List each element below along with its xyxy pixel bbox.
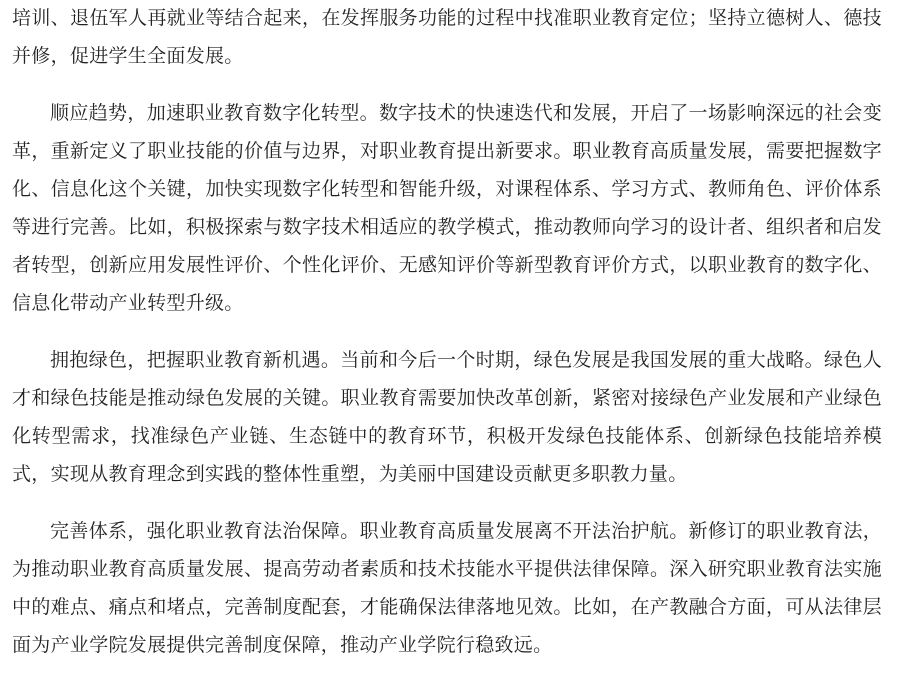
- paragraph-green-development: 拥抱绿色，把握职业教育新机遇。当前和今后一个时期，绿色发展是我国发展的重大战略。绿色人才和绿色技能是推动绿色发展的关键。职业教育需要加快改革创新，紧密对接绿色产业发展和产业绿色化转型需求，找准绿色产业链、生态链中的教育环节，积极开发绿色技能体系、创新绿色技能培养模式，实现从教育理念到实践的整体性重塑，为美丽中国建设贡献更多职教力量。: [12, 349, 882, 485]
- article-body: [12, 0, 882, 664]
- paragraph-continued: 培训、退伍军人再就业等结合起来，在发挥服务功能的过程中找准职业教育定位；坚持立德树人、德技并修，促进学生全面发展。: [12, 7, 882, 67]
- paragraph-digital-transformation: 顺应趋势，加速职业教育数字化转型。数字技术的快速迭代和发展，开启了一场影响深远的社会变革，重新定义了职业技能的价值与边界，对职业教育提出新要求。职业教育高质量发展，需要把握数字化、信息化这个关键，加快实现数字化转型和智能升级，对课程体系、学习方式、教师角色、评价体系等进行完善。比如，积极探索与数字技术相适应的教学模式，推动教师向学习的设计者、组织者和启发者转型，创新应用发展性评价、个性化评价、无感知评价等新型教育评价方式，以职业教育的数字化、信息化带动产业转型升级。: [12, 102, 882, 314]
- paragraph-legal-guarantee: 完善体系，强化职业教育法治保障。职业教育高质量发展离不开法治护航。新修订的职业教育法，为推动职业教育高质量发展、提高劳动者素质和技术技能水平提供法律保障。深入研究职业教育法实施中的难点、痛点和堵点，完善制度配套，才能确保法律落地见效。比如，在产教融合方面，可从法律层面为产业学院发展提供完善制度保障，推动产业学院行稳致远。: [12, 520, 882, 656]
